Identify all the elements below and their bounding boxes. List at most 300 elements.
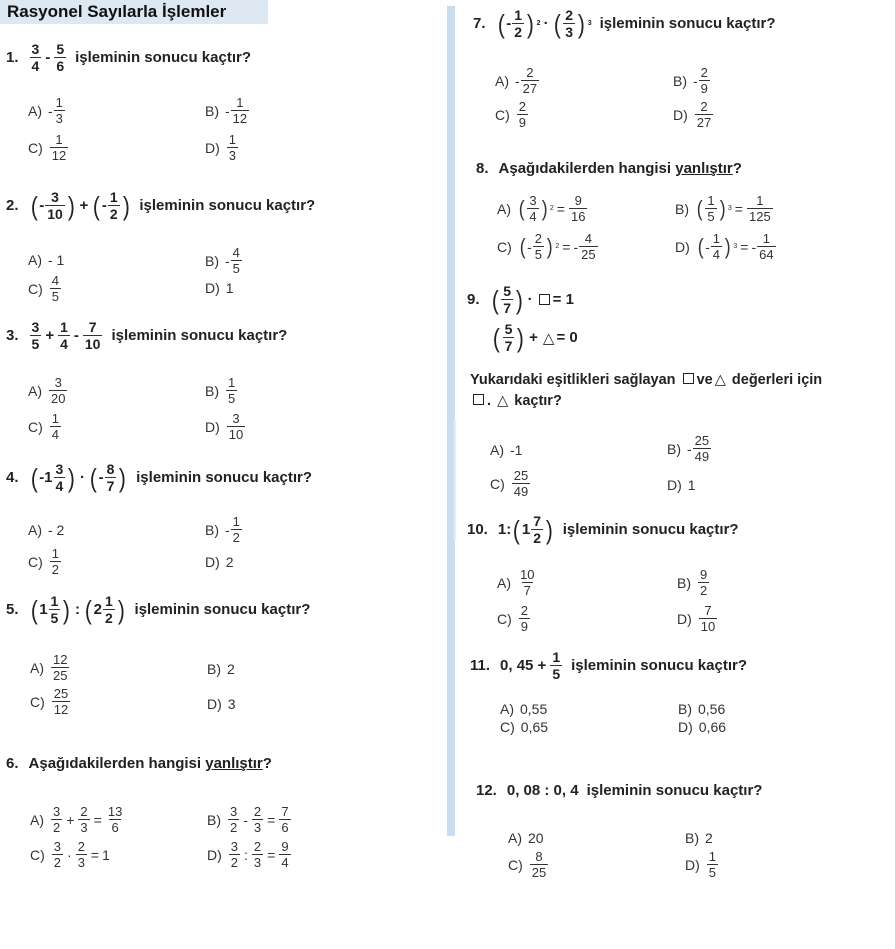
option-c[interactable] — [508, 850, 549, 879]
option-d[interactable] — [205, 554, 234, 570]
option-c[interactable] — [30, 687, 71, 716]
option-c[interactable] — [28, 133, 69, 162]
text: Aşağıdakilerden hangisi — [28, 755, 202, 772]
denominator: 4 — [51, 427, 60, 442]
question-12 — [476, 782, 762, 799]
denominator: 3 — [228, 148, 237, 163]
numerator: 7 — [704, 603, 712, 618]
fraction — [45, 190, 65, 221]
numerator: 13 — [107, 804, 123, 819]
text: 1 — [39, 601, 48, 618]
math-symbol: : — [75, 601, 80, 618]
denominator: 5 — [552, 666, 561, 682]
denominator: 10 — [228, 427, 244, 442]
math-symbol: ( — [513, 514, 521, 545]
fraction — [50, 133, 68, 162]
text: - — [515, 72, 520, 89]
option-label: B) — [678, 701, 692, 717]
fraction — [550, 650, 562, 681]
numerator: 1 — [552, 649, 561, 665]
option-label: A) — [508, 830, 522, 846]
option-b[interactable] — [677, 568, 710, 597]
text: - — [101, 197, 107, 214]
option-a[interactable] — [495, 66, 540, 95]
triangle-icon: △ — [714, 372, 726, 388]
numerator: 1 — [55, 95, 63, 110]
denominator: 25 — [531, 865, 547, 880]
question-10 — [467, 514, 739, 545]
numerator: 4 — [51, 273, 60, 288]
text: = 1 — [552, 291, 574, 308]
denominator: 4 — [60, 336, 68, 352]
option-a[interactable] — [28, 376, 68, 405]
text: - — [39, 197, 45, 214]
math-symbol: · — [527, 291, 533, 308]
math-symbol: 2 — [549, 205, 554, 212]
math-symbol: ( — [492, 322, 500, 353]
fraction — [503, 322, 515, 353]
denominator: 3 — [565, 24, 574, 40]
text: işleminin sonucu kaçtır? — [136, 469, 313, 486]
math-symbol: ( — [518, 195, 525, 221]
math-symbol: · — [67, 846, 72, 863]
math-symbol: ) — [577, 8, 585, 39]
math-symbol: - — [73, 327, 79, 344]
text: 0,66 — [698, 719, 727, 735]
option-label: C) — [30, 846, 45, 863]
option-c[interactable] — [495, 100, 529, 129]
text: 2 — [225, 554, 234, 570]
text: - — [527, 238, 532, 255]
fraction — [252, 805, 263, 834]
column-divider-accent — [454, 420, 456, 540]
fraction — [517, 100, 528, 129]
math-symbol: - — [45, 49, 51, 66]
numerator: 3 — [230, 839, 239, 854]
option-label: C) — [495, 106, 510, 123]
denominator: 3 — [253, 820, 262, 835]
math-symbol: · — [80, 469, 85, 486]
option-c[interactable] — [28, 412, 62, 441]
option-label: B) — [675, 200, 689, 217]
option-label: D) — [677, 610, 692, 627]
denominator: 5 — [228, 391, 236, 406]
option-a[interactable] — [508, 830, 544, 846]
fraction — [519, 604, 530, 633]
text: 6. — [6, 755, 19, 772]
numerator: 2 — [700, 65, 708, 80]
option-a[interactable] — [500, 701, 547, 717]
denominator: 2 — [514, 24, 522, 40]
denominator: 6 — [111, 820, 119, 835]
text: 12. — [476, 782, 497, 799]
numerator: 10 — [520, 567, 535, 582]
math-symbol: 3 — [587, 20, 592, 27]
option-label: A) — [30, 811, 44, 828]
option-label: A) — [500, 701, 514, 717]
math-symbol: = — [556, 200, 565, 217]
text: 7. — [473, 15, 486, 32]
numerator: 3 — [55, 461, 64, 477]
fraction — [527, 194, 538, 223]
fraction — [83, 320, 103, 351]
numerator: 3 — [53, 804, 61, 819]
numerator: 1 — [109, 189, 118, 205]
question-text: işleminin sonucu kaçtır? — [75, 49, 251, 66]
denominator: 64 — [759, 247, 774, 262]
fraction — [579, 232, 597, 261]
option-b[interactable] — [207, 661, 235, 677]
math-symbol: + — [45, 327, 55, 344]
denominator: 27 — [522, 81, 538, 96]
option-label: D) — [675, 238, 690, 255]
option-d[interactable] — [205, 412, 246, 441]
text: 20 — [528, 830, 544, 846]
denominator: 20 — [51, 391, 66, 406]
question-9 — [467, 284, 574, 315]
math-symbol: ( — [89, 462, 97, 493]
math-symbol: ( — [697, 233, 704, 259]
fraction — [231, 246, 242, 275]
question-2 — [6, 190, 315, 221]
page-title: Rasyonel Sayılarla İşlemler — [0, 0, 268, 24]
math-symbol: = — [734, 200, 743, 217]
denominator: 12 — [232, 111, 248, 126]
text: 10. — [467, 521, 488, 538]
option-c[interactable] — [28, 547, 62, 576]
fraction — [49, 376, 67, 405]
option-b[interactable] — [205, 96, 250, 125]
option-label: C) — [500, 719, 515, 735]
option-b[interactable] — [205, 246, 243, 275]
numerator: 1 — [228, 132, 237, 147]
option-a[interactable] — [30, 653, 70, 682]
math-symbol: - — [243, 811, 248, 828]
fraction — [699, 66, 710, 95]
math-symbol: 3 — [733, 243, 738, 250]
option-b[interactable] — [667, 434, 712, 463]
text: - — [573, 238, 579, 255]
numerator: 1 — [762, 231, 770, 246]
numerator: 1 — [708, 849, 717, 864]
option-b[interactable] — [675, 194, 774, 223]
text: ? — [732, 160, 742, 177]
option-label: B) — [205, 102, 219, 119]
numerator: 2 — [534, 231, 543, 246]
option-label: A) — [28, 522, 42, 538]
question-number: 1. — [6, 49, 19, 66]
option-b[interactable] — [673, 66, 711, 95]
fraction — [52, 840, 63, 869]
option-label: C) — [28, 280, 43, 297]
option-label: D) — [205, 280, 220, 296]
numerator: 9 — [281, 839, 289, 854]
math-symbol: ( — [553, 8, 561, 39]
option-label: B) — [205, 382, 219, 399]
option-c[interactable] — [500, 719, 548, 735]
fraction — [521, 66, 539, 95]
denominator: 5 — [31, 336, 40, 352]
option-label: A) — [497, 200, 511, 217]
denominator: 9 — [700, 81, 708, 96]
option-a[interactable] — [28, 522, 64, 538]
fraction — [54, 462, 66, 493]
denominator: 12 — [51, 148, 67, 163]
text: - 2 — [48, 522, 65, 538]
numerator: 2 — [518, 99, 527, 114]
text: işleminin sonucu kaçtır? — [111, 327, 288, 344]
numerator: 3 — [31, 319, 40, 335]
triangle-icon: △ — [497, 393, 509, 409]
numerator: 1 — [228, 375, 236, 390]
text: - — [506, 15, 512, 32]
numerator: 3 — [54, 375, 62, 390]
text: - 1 — [48, 252, 65, 268]
math-symbol: ( — [497, 8, 505, 39]
text: 1 — [521, 521, 531, 538]
option-b[interactable] — [205, 376, 238, 405]
option-c[interactable] — [497, 232, 599, 261]
text: yanlıştır — [205, 755, 263, 772]
fraction — [530, 850, 548, 879]
text: - — [225, 521, 230, 538]
option-label: B) — [685, 830, 699, 846]
fraction — [30, 320, 42, 351]
math-symbol: + — [79, 197, 89, 214]
fraction — [518, 568, 536, 597]
option-d[interactable] — [207, 840, 292, 869]
fraction — [569, 194, 587, 223]
option-label: C) — [28, 139, 43, 156]
text: işleminin sonucu kaçtır? — [562, 521, 739, 538]
question-5 — [6, 594, 310, 625]
fraction — [228, 805, 239, 834]
math-symbol: ) — [515, 284, 523, 315]
option-c[interactable] — [497, 604, 531, 633]
option-label: A) — [490, 442, 504, 458]
option-d[interactable] — [667, 477, 696, 493]
text: - — [48, 102, 53, 119]
numerator: 1 — [51, 411, 60, 426]
denominator: 2 — [533, 530, 542, 546]
fraction — [698, 568, 709, 597]
math-symbol: ) — [63, 594, 71, 625]
question-8 — [476, 160, 742, 177]
option-c[interactable] — [30, 840, 110, 869]
text: 2 — [705, 830, 713, 846]
option-a[interactable] — [497, 568, 537, 597]
math-symbol: = — [267, 846, 276, 863]
option-label: B) — [205, 252, 219, 269]
math-symbol: = — [267, 811, 276, 828]
denominator: 4 — [55, 478, 64, 494]
math-symbol: ) — [117, 594, 125, 625]
text: ve — [696, 372, 713, 388]
numerator: 3 — [230, 804, 238, 819]
denominator: 49 — [513, 484, 529, 499]
numerator: 7 — [281, 804, 289, 819]
denominator: 2 — [53, 855, 62, 870]
fraction — [51, 805, 62, 834]
option-d[interactable] — [673, 100, 714, 129]
option-a[interactable] — [30, 805, 125, 834]
option-label: D) — [667, 477, 682, 493]
denominator: 2 — [53, 820, 61, 835]
denominator: 4 — [529, 209, 537, 224]
numerator: 1 — [707, 193, 715, 208]
text: 3. — [6, 327, 19, 344]
text: işleminin sonucu kaçtır? — [586, 782, 763, 799]
option-b[interactable] — [205, 515, 243, 544]
fraction — [533, 232, 544, 261]
question-11 — [470, 650, 747, 681]
fraction — [78, 805, 89, 834]
denominator: 2 — [230, 820, 238, 835]
denominator: 2 — [700, 583, 708, 598]
denominator: 4 — [281, 855, 289, 870]
fraction — [227, 412, 245, 441]
text: 0,65 — [520, 719, 549, 735]
fraction — [279, 840, 290, 869]
fraction — [76, 840, 87, 869]
math-symbol: ( — [30, 594, 38, 625]
math-symbol: ( — [519, 233, 526, 259]
math-symbol: + — [529, 329, 538, 346]
math-symbol: : — [244, 846, 248, 863]
option-label: B) — [667, 440, 681, 457]
denominator: 125 — [748, 209, 771, 224]
denominator: 4 — [712, 247, 721, 262]
math-symbol: ) — [546, 233, 553, 259]
denominator: 49 — [694, 449, 710, 464]
option-d[interactable] — [205, 280, 234, 296]
option-d[interactable] — [685, 850, 719, 879]
fraction — [30, 42, 42, 73]
option-d[interactable] — [677, 604, 718, 633]
question-6 — [6, 755, 272, 772]
math-symbol: ( — [491, 284, 499, 315]
text: 1 — [102, 846, 110, 863]
text: 1 — [225, 280, 234, 296]
math-symbol: ( — [696, 195, 703, 221]
numerator: 25 — [53, 686, 69, 701]
numerator: 9 — [700, 567, 708, 582]
option-b[interactable] — [685, 830, 713, 846]
fraction — [54, 96, 65, 125]
fraction — [50, 412, 61, 441]
text: - — [751, 238, 757, 255]
math-symbol: ) — [68, 462, 76, 493]
text: -1 — [510, 442, 523, 458]
option-label: A) — [28, 382, 42, 399]
denominator: 5 — [51, 289, 60, 304]
numerator: 5 — [56, 41, 65, 57]
denominator: 10 — [700, 619, 716, 634]
numerator: 2 — [526, 65, 534, 80]
denominator: 5 — [708, 865, 717, 880]
option-d[interactable] — [207, 696, 236, 712]
text: 3 — [227, 696, 236, 712]
numerator: 7 — [88, 319, 97, 335]
numerator: 1 — [50, 593, 59, 609]
text: 9. — [467, 291, 480, 308]
option-label: C) — [497, 610, 512, 627]
option-d[interactable] — [678, 719, 726, 735]
option-label: A) — [30, 659, 44, 676]
denominator: 12 — [53, 702, 69, 717]
denominator: 2 — [232, 530, 240, 545]
denominator: 6 — [281, 820, 289, 835]
fraction — [279, 805, 290, 834]
option-label: A) — [495, 72, 509, 89]
option-label: C) — [508, 856, 523, 873]
text: Aşağıdakilerden hangisi — [498, 160, 672, 177]
option-a[interactable] — [28, 252, 64, 268]
fraction — [108, 190, 120, 221]
fraction — [693, 434, 711, 463]
math-symbol: ) — [67, 190, 75, 221]
numerator: 2 — [700, 99, 708, 114]
denominator: 3 — [253, 855, 262, 870]
math-symbol: ( — [30, 462, 38, 493]
option-label: D) — [207, 846, 222, 863]
math-symbol: ) — [541, 195, 548, 221]
option-b[interactable] — [678, 701, 725, 717]
text: 5. — [6, 601, 19, 618]
text: yanlıştır — [675, 160, 733, 177]
fraction — [105, 462, 117, 493]
option-d[interactable] — [205, 133, 239, 162]
fraction — [49, 594, 61, 625]
fraction — [231, 96, 249, 125]
option-c[interactable] — [490, 469, 531, 498]
option-a[interactable] — [490, 442, 522, 458]
numerator: 8 — [106, 461, 115, 477]
option-c[interactable] — [28, 274, 62, 303]
numerator: 1 — [60, 319, 68, 335]
square-icon — [539, 294, 550, 305]
numerator: 1 — [236, 95, 244, 110]
math-symbol: ) — [517, 322, 525, 353]
fraction — [512, 8, 524, 39]
denominator: 9 — [518, 115, 527, 130]
option-label: D) — [685, 856, 700, 873]
option-b[interactable] — [207, 805, 292, 834]
fraction — [699, 604, 717, 633]
text: 1: — [497, 521, 512, 538]
option-label: D) — [205, 554, 220, 570]
fraction — [711, 232, 722, 261]
numerator: 3 — [51, 189, 59, 205]
question-9-equation-2 — [491, 322, 578, 353]
math-symbol: ) — [526, 8, 534, 39]
option-a[interactable] — [28, 96, 66, 125]
math-symbol: ) — [119, 462, 127, 493]
option-a[interactable] — [497, 194, 588, 223]
numerator: 1 — [756, 193, 764, 208]
text: işleminin sonucu kaçtır? — [571, 657, 748, 674]
question-7 — [473, 8, 776, 39]
math-symbol: 2 — [536, 20, 541, 27]
option-label: D) — [673, 106, 688, 123]
numerator: 25 — [513, 468, 529, 483]
denominator: 7 — [503, 300, 511, 316]
option-d[interactable] — [675, 232, 777, 261]
fraction — [50, 274, 61, 303]
math-symbol: ) — [545, 514, 553, 545]
option-label: D) — [207, 696, 222, 712]
option-label: A) — [28, 252, 42, 268]
